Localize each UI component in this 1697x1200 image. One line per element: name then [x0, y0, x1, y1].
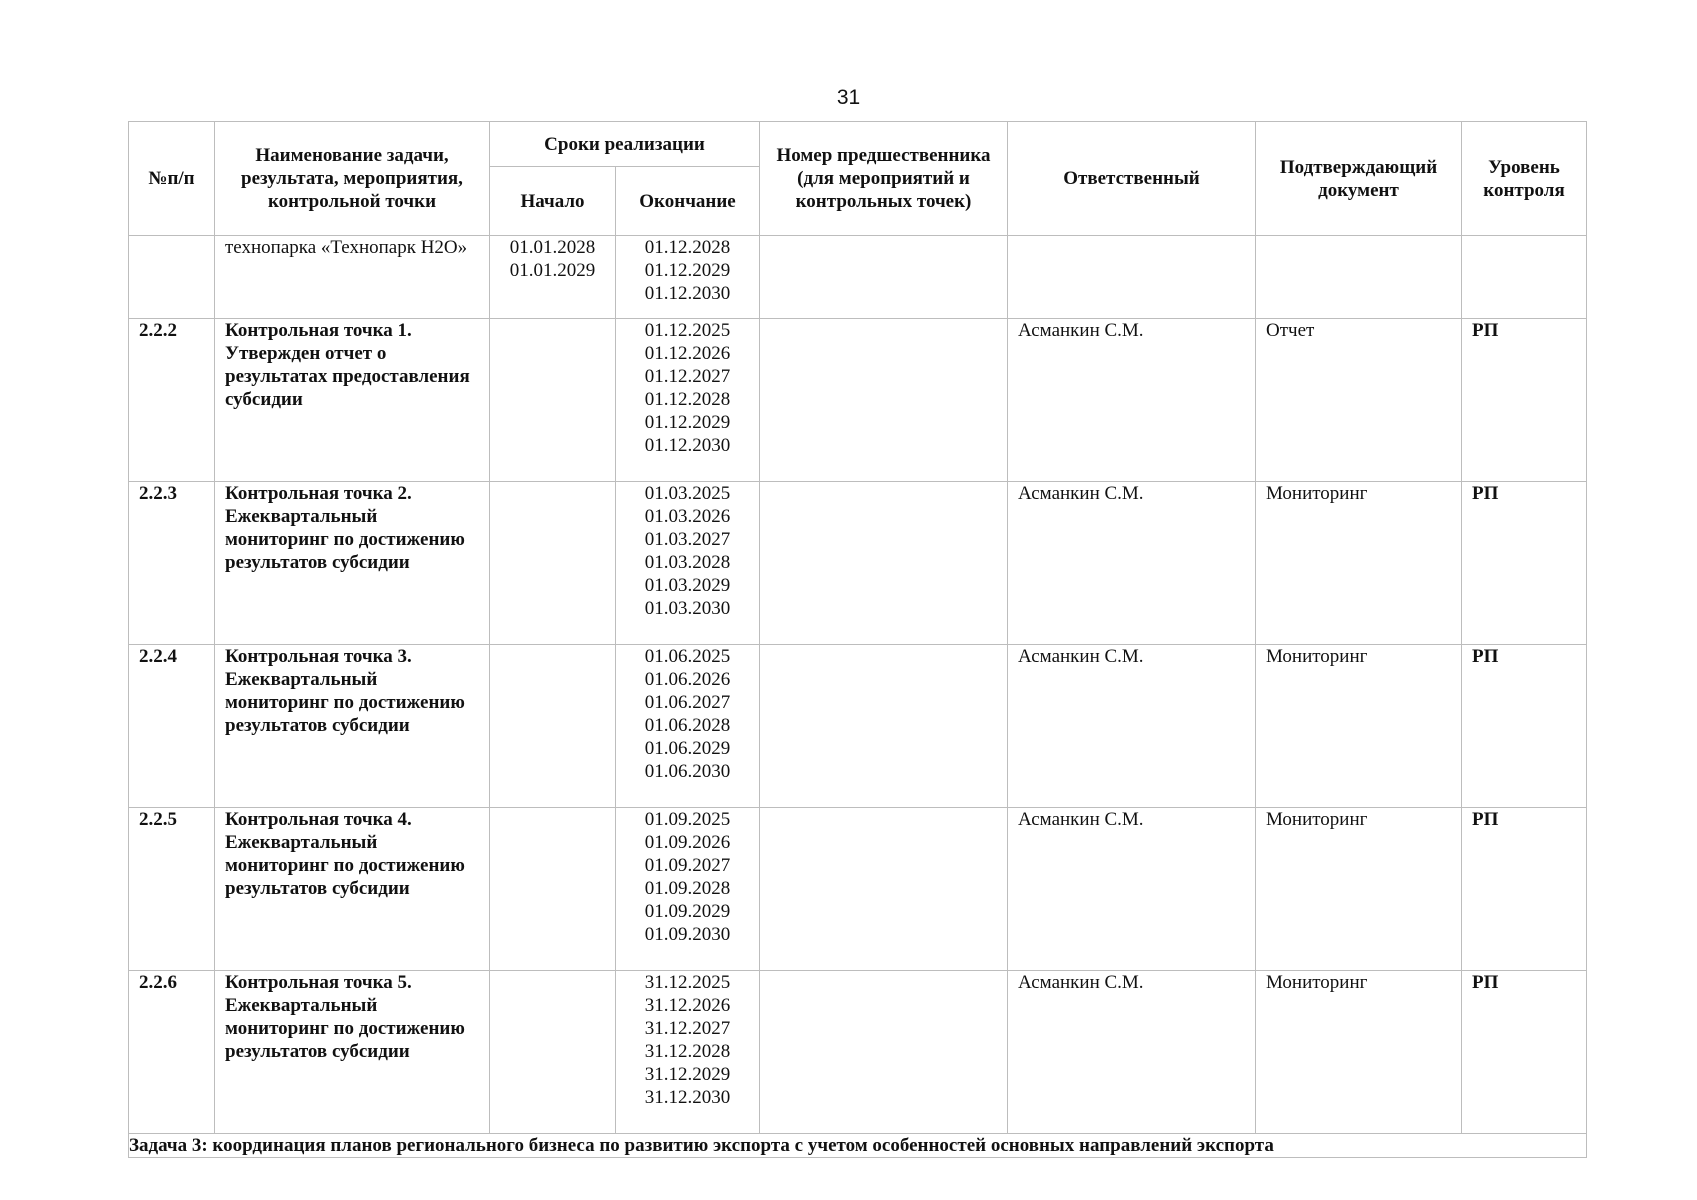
end-date: 01.12.2029 [644, 412, 731, 433]
end-date: 01.06.2030 [644, 761, 731, 782]
row-predecessor [760, 482, 1008, 645]
row-end [616, 482, 760, 645]
row-end [616, 645, 760, 808]
row-start [490, 319, 616, 482]
header-name: Наименование задачи, результата, мероприятия, контрольной точки [215, 122, 490, 236]
end-date: 31.12.2028 [644, 1041, 731, 1062]
header-start: Начало [490, 167, 616, 236]
row-name: Контрольная точка 4. Ежеквартальный мониторинг по достижению результатов субсидии [215, 808, 490, 971]
row-predecessor [760, 645, 1008, 808]
table-row [129, 971, 1587, 1134]
row-document: Мониторинг [1256, 971, 1462, 1134]
end-date: 31.12.2027 [644, 1018, 731, 1039]
row-num: 2.2.3 [129, 482, 215, 645]
task-row [129, 1134, 1587, 1158]
row-control: РП [1462, 971, 1587, 1134]
plan-table [128, 121, 1587, 1158]
row-start [490, 971, 616, 1134]
continuation-num [129, 236, 215, 319]
end-date: 01.12.2028 [644, 237, 731, 258]
header-terms: Сроки реализации [490, 122, 760, 167]
row-control: РП [1462, 808, 1587, 971]
continuation-document [1256, 236, 1462, 319]
end-date: 31.12.2030 [644, 1087, 731, 1108]
end-date: 01.03.2025 [644, 483, 731, 504]
end-date: 01.09.2030 [644, 924, 731, 945]
row-responsible: Асманкин С.М. [1008, 808, 1256, 971]
end-date: 01.06.2025 [644, 646, 731, 667]
row-start [490, 645, 616, 808]
start-date: 01.01.2029 [509, 260, 596, 281]
end-date: 01.03.2028 [644, 552, 731, 573]
continuation-responsible [1008, 236, 1256, 319]
row-responsible: Асманкин С.М. [1008, 971, 1256, 1134]
header-responsible: Ответственный [1008, 122, 1256, 236]
end-date: 01.12.2027 [644, 366, 731, 387]
header-end: Окончание [616, 167, 760, 236]
header-num: №п/п [129, 122, 215, 236]
end-date: 01.06.2026 [644, 669, 731, 690]
table-row [129, 319, 1587, 482]
row-name: Контрольная точка 3. Ежеквартальный мониторинг по достижению результатов субсидии [215, 645, 490, 808]
start-date: 01.01.2028 [509, 237, 596, 258]
end-date: 01.09.2025 [644, 809, 731, 830]
page-number: 31 [836, 86, 861, 109]
plan-body [129, 236, 1587, 1134]
table-row [129, 808, 1587, 971]
row-start [490, 808, 616, 971]
end-date: 31.12.2025 [644, 972, 731, 993]
end-date: 01.12.2030 [644, 435, 731, 456]
end-date: 01.09.2028 [644, 878, 731, 899]
continuation-row [129, 236, 1587, 319]
table-row [129, 482, 1587, 645]
end-date: 01.12.2025 [644, 320, 731, 341]
header-control: Уровень контроля [1462, 122, 1587, 236]
row-responsible: Асманкин С.М. [1008, 482, 1256, 645]
row-predecessor [760, 808, 1008, 971]
continuation-name: технопарка «Технопарк Н2О» [215, 236, 490, 319]
header-predecessor: Номер предшественника (для мероприятий и контрольных точек) [760, 122, 1008, 236]
continuation-start [490, 236, 616, 319]
row-end [616, 971, 760, 1134]
row-num: 2.2.2 [129, 319, 215, 482]
end-date: 01.09.2029 [644, 901, 731, 922]
row-num: 2.2.5 [129, 808, 215, 971]
row-num: 2.2.4 [129, 645, 215, 808]
continuation-control [1462, 236, 1587, 319]
end-date: 01.03.2030 [644, 598, 731, 619]
end-date: 01.12.2029 [644, 260, 731, 281]
end-date: 01.06.2027 [644, 692, 731, 713]
end-date: 01.03.2026 [644, 506, 731, 527]
task-title: Задача 3: координация планов регионального бизнеса по развитию экспорта с учетом особенностей основных направлений экспорта [129, 1134, 1587, 1158]
row-document: Мониторинг [1256, 482, 1462, 645]
row-num: 2.2.6 [129, 971, 215, 1134]
header-document: Подтверждающий документ [1256, 122, 1462, 236]
end-date: 01.12.2026 [644, 343, 731, 364]
continuation-predecessor [760, 236, 1008, 319]
row-responsible: Асманкин С.М. [1008, 319, 1256, 482]
end-date: 01.03.2029 [644, 575, 731, 596]
end-date: 01.03.2027 [644, 529, 731, 550]
row-end [616, 808, 760, 971]
end-date: 31.12.2026 [644, 995, 731, 1016]
header-row [129, 122, 1587, 167]
table-row [129, 645, 1587, 808]
row-name: Контрольная точка 1. Утвержден отчет о результатах предоставления субсидии [215, 319, 490, 482]
end-date: 01.06.2029 [644, 738, 731, 759]
end-date: 01.09.2027 [644, 855, 731, 876]
row-control: РП [1462, 319, 1587, 482]
row-control: РП [1462, 482, 1587, 645]
end-date: 01.12.2030 [644, 283, 731, 304]
end-date: 01.09.2026 [644, 832, 731, 853]
row-document: Мониторинг [1256, 645, 1462, 808]
row-control: РП [1462, 645, 1587, 808]
end-date: 01.06.2028 [644, 715, 731, 736]
end-date: 01.12.2028 [644, 389, 731, 410]
row-document: Отчет [1256, 319, 1462, 482]
row-predecessor [760, 319, 1008, 482]
row-document: Мониторинг [1256, 808, 1462, 971]
continuation-end [616, 236, 760, 319]
row-predecessor [760, 971, 1008, 1134]
end-date: 31.12.2029 [644, 1064, 731, 1085]
row-start [490, 482, 616, 645]
row-name: Контрольная точка 5. Ежеквартальный мониторинг по достижению результатов субсидии [215, 971, 490, 1134]
row-end [616, 319, 760, 482]
row-name: Контрольная точка 2. Ежеквартальный мониторинг по достижению результатов субсидии [215, 482, 490, 645]
row-responsible: Асманкин С.М. [1008, 645, 1256, 808]
